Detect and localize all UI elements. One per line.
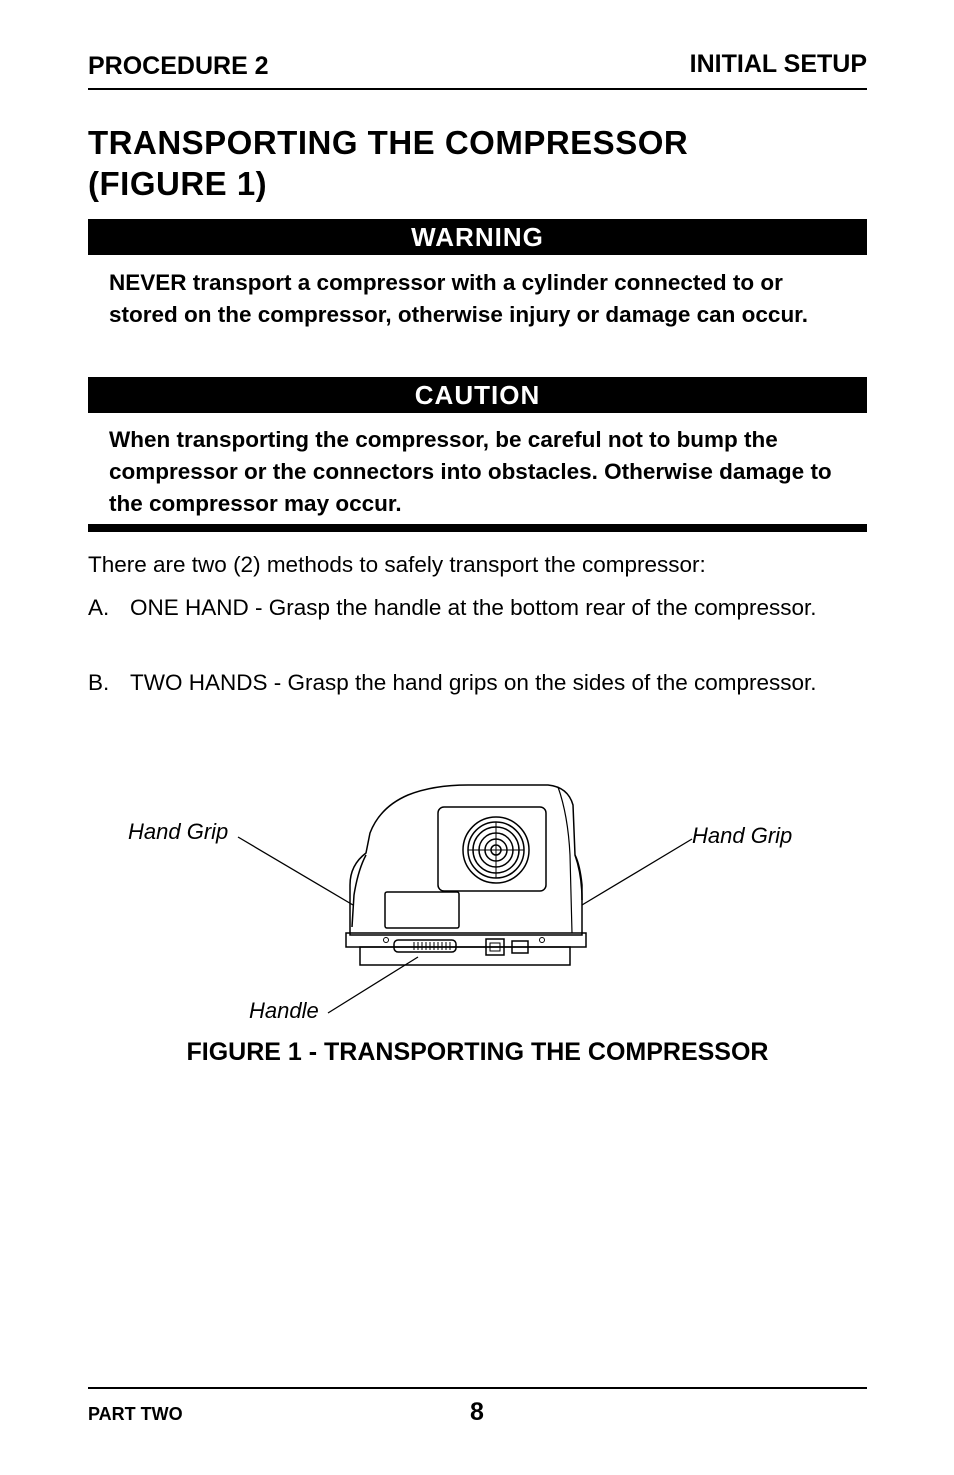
handle-slot — [394, 940, 456, 952]
label-left-hand-grip: Hand Grip — [128, 819, 229, 844]
section-label: INITIAL SETUP — [689, 50, 867, 78]
warning-emphasis: NEVER — [109, 270, 187, 295]
label-plate — [385, 892, 459, 928]
manual-page — [88, 0, 867, 1475]
list-marker: B. — [88, 670, 110, 695]
label-right-hand-grip: Hand Grip — [692, 823, 793, 848]
page-header — [88, 50, 867, 90]
compressor-illustration — [88, 775, 867, 1025]
leader-right-grip — [582, 839, 692, 905]
caution-text: When transporting the compressor, be careful not to bump the compressor or the connectors into obstacles. Otherwise damage to the compressor may occur. — [109, 427, 832, 516]
notice-divider — [88, 524, 867, 532]
caution-banner: CAUTION — [88, 377, 867, 413]
procedure-label: PROCEDURE 2 — [88, 52, 269, 80]
page-number: 8 — [470, 1398, 484, 1426]
page-title — [88, 122, 867, 204]
right-grip-recess — [575, 855, 582, 900]
warning-body: transport a compressor with a cylinder connected to or stored on the compressor, otherwise injury or damage can occur. — [109, 270, 808, 327]
figure-1 — [88, 775, 867, 1025]
intro-text: There are two (2) methods to safely transport the compressor: — [88, 552, 706, 577]
list-text: TWO HANDS - Grasp the hand grips on the sides of the compressor. — [130, 670, 817, 695]
figure-caption: FIGURE 1 - TRANSPORTING THE COMPRESSOR — [186, 1038, 769, 1066]
warning-banner: WARNING — [88, 219, 867, 255]
warning-text — [109, 267, 849, 331]
rear-panel — [360, 947, 570, 965]
title-line-1: TRANSPORTING THE COMPRESSOR — [88, 124, 689, 161]
footer-part: PART TWO — [88, 1404, 183, 1424]
list-text: ONE HAND - Grasp the handle at the bottom rear of the compressor. — [130, 595, 817, 620]
title-line-2: (FIGURE 1) — [88, 165, 268, 202]
leader-left-grip — [238, 837, 353, 905]
list-marker: A. — [88, 595, 110, 620]
footer-divider — [88, 1387, 867, 1389]
label-handle: Handle — [249, 998, 319, 1023]
